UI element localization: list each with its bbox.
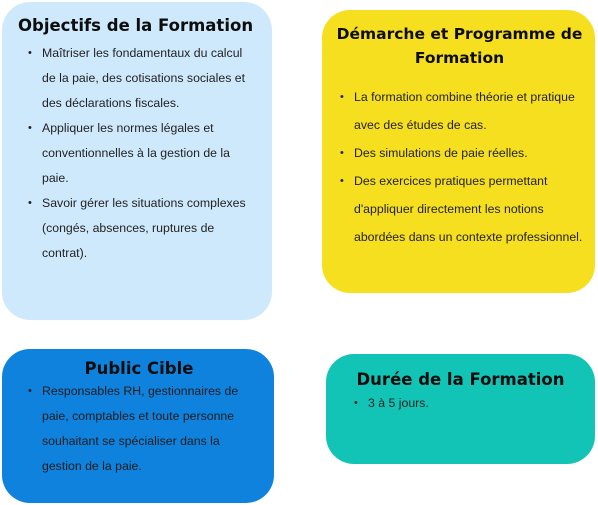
list-item [28,379,262,479]
list-item [340,167,583,251]
bullet-icon: • [340,91,344,103]
list-item [28,191,258,266]
list-item-text: La formation combine théorie et pratique avec des études de cas. [354,90,575,132]
list-item-text: Maîtriser les fondamentaux du calcul de la paie, des cotisations sociales et des déclarations fiscales. [42,46,246,110]
public-cible-title: Public Cible [84,359,194,378]
bullet-icon: • [340,175,344,187]
objectifs-title: Objectifs de la Formation [18,16,254,35]
list-item-text: Des exercices pratiques permettant d'appliquer directement les notions abordées dans un contexte professionnel. [354,174,583,244]
list-item [354,394,583,412]
bullet-icon: • [28,122,32,134]
list-item-text: Appliquer les normes légales et conventionnelles à la gestion de la paie. [42,121,231,185]
demarche-card [322,10,595,293]
duree-list [338,394,583,412]
duree-title: Durée de la Formation [356,370,565,389]
list-item [28,116,258,191]
list-item-text: Des simulations de paie réelles. [354,146,528,160]
bullet-icon: • [340,147,344,159]
bullet-icon: • [354,397,358,409]
list-item-text: Savoir gérer les situations complexes (congés, absences, ruptures de contrat). [42,196,246,260]
objectifs-card [2,2,272,320]
list-item [28,41,258,116]
bullet-icon: • [28,385,32,397]
list-item-text: Responsables RH, gestionnaires de paie, comptables et toute personne souhaitant se spécialiser dans la gestion de la paie. [42,384,239,473]
objectifs-list [16,41,258,266]
list-item [340,83,583,139]
list-item-text: 3 à 5 jours. [368,396,429,410]
duree-card [326,354,595,464]
list-item [340,139,583,167]
demarche-list [336,83,583,251]
public-cible-list [16,379,262,479]
demarche-title: Démarche et Programme de Formation [336,25,583,67]
bullet-icon: • [28,197,32,209]
public-cible-card [2,349,274,503]
bullet-icon: • [28,47,32,59]
